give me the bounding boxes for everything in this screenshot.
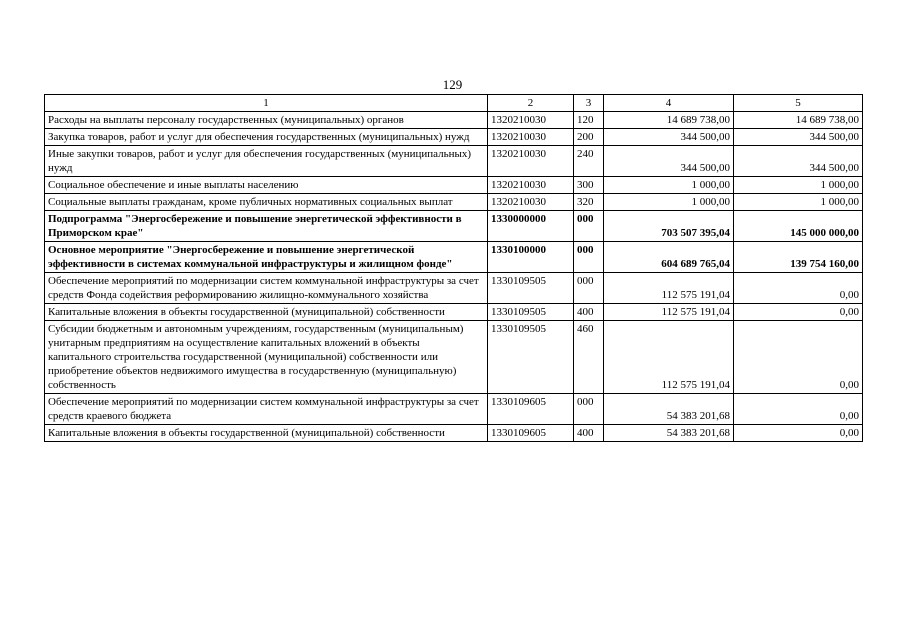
row-value-4: 112 575 191,04 — [604, 321, 734, 394]
row-name: Капитальные вложения в объекты государственной (муниципальной) собственности — [45, 304, 488, 321]
row-kind: 240 — [574, 146, 604, 177]
row-value-4: 344 500,00 — [604, 146, 734, 177]
row-name: Обеспечение мероприятий по модернизации систем коммунальной инфраструктуры за счет средств Фонда содействия реформированию жилищно-коммунального хозяйства — [45, 273, 488, 304]
table-row — [45, 425, 863, 442]
row-kind: 460 — [574, 321, 604, 394]
row-name: Субсидии бюджетным и автономным учреждениям, государственным (муниципальным) унитарным предприятиям на осуществление капитальных вложений в объекты капитального строительства государственной (муниципальной) собственности или приобретение объектов недвижимого имущества в государственную (муниципальную) собственность — [45, 321, 488, 394]
table-row — [45, 304, 863, 321]
row-kind: 200 — [574, 129, 604, 146]
row-code: 1320210030 — [488, 194, 574, 211]
header-cell-2: 2 — [488, 95, 574, 112]
row-name: Обеспечение мероприятий по модернизации систем коммунальной инфраструктуры за счет средств краевого бюджета — [45, 394, 488, 425]
table-row — [45, 177, 863, 194]
row-kind: 400 — [574, 425, 604, 442]
row-value-4: 1 000,00 — [604, 194, 734, 211]
row-code: 1320210030 — [488, 146, 574, 177]
row-name: Социальное обеспечение и иные выплаты населению — [45, 177, 488, 194]
row-value-5: 145 000 000,00 — [734, 211, 863, 242]
row-kind: 000 — [574, 211, 604, 242]
row-name: Иные закупки товаров, работ и услуг для обеспечения государственных (муниципальных) нужд — [45, 146, 488, 177]
row-code: 1330000000 — [488, 211, 574, 242]
table-row-main-activity — [45, 242, 863, 273]
table-row-subprogram — [45, 211, 863, 242]
row-value-5: 344 500,00 — [734, 146, 863, 177]
row-name: Социальные выплаты гражданам, кроме публичных нормативных социальных выплат — [45, 194, 488, 211]
table-row — [45, 129, 863, 146]
row-value-4: 1 000,00 — [604, 177, 734, 194]
row-value-5: 14 689 738,00 — [734, 112, 863, 129]
row-code: 1330109505 — [488, 304, 574, 321]
row-code: 1330109605 — [488, 394, 574, 425]
row-kind: 120 — [574, 112, 604, 129]
row-value-4: 344 500,00 — [604, 129, 734, 146]
row-value-5: 139 754 160,00 — [734, 242, 863, 273]
row-kind: 000 — [574, 242, 604, 273]
row-name: Основное мероприятие "Энергосбережение и повышение энергетической эффективности в системах коммунальной инфраструктуры и жилищном фонде" — [45, 242, 488, 273]
row-value-4: 604 689 765,04 — [604, 242, 734, 273]
row-code: 1330109505 — [488, 321, 574, 394]
row-value-5: 0,00 — [734, 394, 863, 425]
row-value-4: 14 689 738,00 — [604, 112, 734, 129]
row-kind: 000 — [574, 273, 604, 304]
header-cell-3: 3 — [574, 95, 604, 112]
row-value-4: 703 507 395,04 — [604, 211, 734, 242]
row-code: 1330109505 — [488, 273, 574, 304]
row-value-5: 344 500,00 — [734, 129, 863, 146]
header-row — [45, 95, 863, 112]
row-value-5: 0,00 — [734, 273, 863, 304]
row-kind: 320 — [574, 194, 604, 211]
row-name: Капитальные вложения в объекты государственной (муниципальной) собственности — [45, 425, 488, 442]
row-value-5: 0,00 — [734, 425, 863, 442]
table-row — [45, 194, 863, 211]
row-kind: 300 — [574, 177, 604, 194]
table-row — [45, 112, 863, 129]
row-kind: 400 — [574, 304, 604, 321]
row-code: 1320210030 — [488, 129, 574, 146]
row-value-5: 0,00 — [734, 304, 863, 321]
row-code: 1320210030 — [488, 112, 574, 129]
table-row — [45, 273, 863, 304]
table-row — [45, 321, 863, 394]
row-name: Подпрограмма "Энергосбережение и повышение энергетической эффективности в Приморском крае" — [45, 211, 488, 242]
row-value-4: 112 575 191,04 — [604, 304, 734, 321]
row-code: 1320210030 — [488, 177, 574, 194]
row-kind: 000 — [574, 394, 604, 425]
header-cell-5: 5 — [734, 95, 863, 112]
row-value-4: 54 383 201,68 — [604, 425, 734, 442]
table-row — [45, 146, 863, 177]
row-code: 1330109605 — [488, 425, 574, 442]
budget-table — [44, 94, 863, 442]
page-number: 129 — [442, 77, 463, 92]
row-value-4: 54 383 201,68 — [604, 394, 734, 425]
row-value-4: 112 575 191,04 — [604, 273, 734, 304]
table-row — [45, 394, 863, 425]
row-value-5: 1 000,00 — [734, 177, 863, 194]
row-name: Закупка товаров, работ и услуг для обеспечения государственных (муниципальных) нужд — [45, 129, 488, 146]
row-name: Расходы на выплаты персоналу государственных (муниципальных) органов — [45, 112, 488, 129]
row-value-5: 1 000,00 — [734, 194, 863, 211]
header-cell-1: 1 — [45, 95, 488, 112]
row-code: 1330100000 — [488, 242, 574, 273]
row-value-5: 0,00 — [734, 321, 863, 394]
header-cell-4: 4 — [604, 95, 734, 112]
